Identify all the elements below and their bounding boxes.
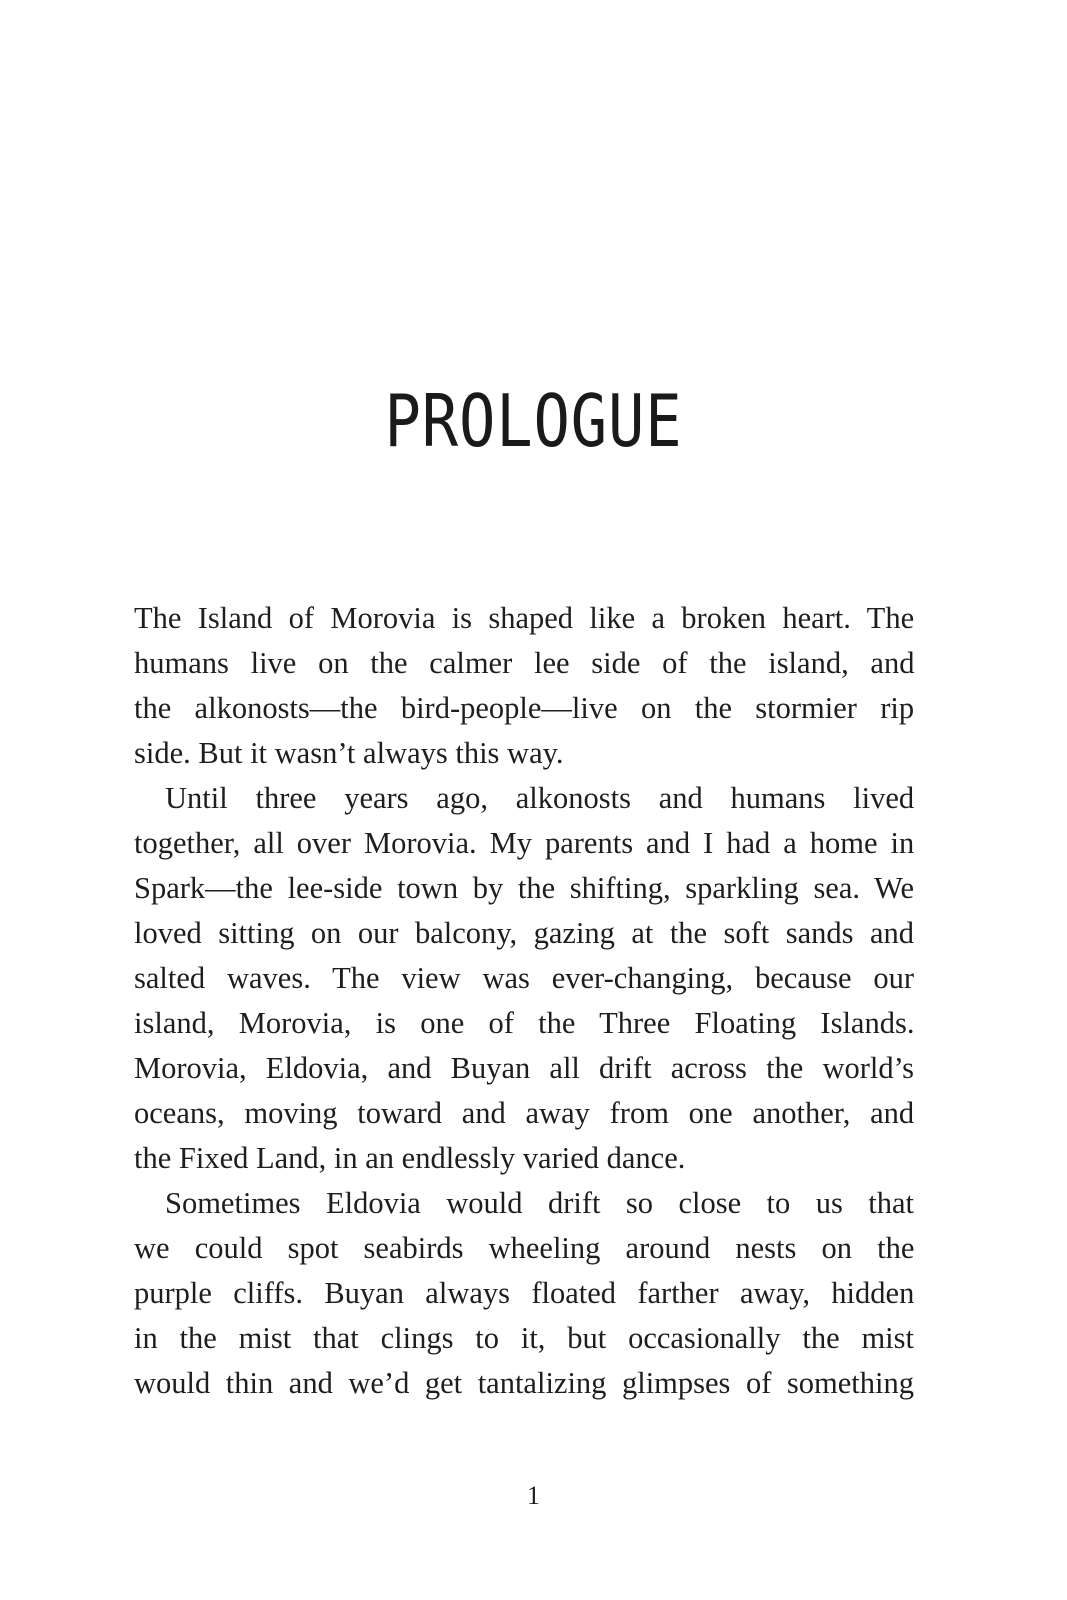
text-line: the alkonosts—the bird-people—live on the stormier rip: [134, 691, 915, 725]
paragraph-1: [134, 596, 914, 776]
text-line: purple cliffs. Buyan always floated farther away, hidden: [134, 1276, 915, 1310]
text-line: Spark—the lee-side town by the shifting, sparkling sea. We: [134, 871, 914, 905]
text-line: island, Morovia, is one of the Three Floating Islands.: [134, 1006, 915, 1040]
text-line: Until three years ago, alkonosts and humans lived: [165, 781, 915, 815]
paragraph-3: [134, 1181, 914, 1406]
chapter-title: PROLOGUE: [384, 379, 683, 463]
text-line: loved sitting on our balcony, gazing at the soft sands and: [134, 916, 914, 950]
text-line: side. But it wasn’t always this way.: [134, 736, 564, 770]
text-line: Sometimes Eldovia would drift so close to us that: [165, 1186, 914, 1220]
text-line: oceans, moving toward and away from one another, and: [134, 1096, 915, 1130]
text-line: Morovia, Eldovia, and Buyan all drift across the world’s: [134, 1051, 914, 1085]
text-line: in the mist that clings to it, but occasionally the mist: [134, 1321, 914, 1355]
paragraph-2: [134, 776, 914, 1181]
text-line: together, all over Morovia. My parents and I had a home in: [134, 826, 915, 860]
text-line: salted waves. The view was ever-changing, because our: [134, 961, 914, 995]
text-line: we could spot seabirds wheeling around nests on the: [134, 1231, 915, 1265]
text-line: the Fixed Land, in an endlessly varied dance.: [134, 1141, 686, 1175]
text-line: humans live on the calmer lee side of the island, and: [134, 646, 915, 680]
page-number: 1: [527, 1481, 540, 1510]
body-text: [134, 596, 914, 1406]
text-line: would thin and we’d get tantalizing glimpses of something: [134, 1366, 914, 1400]
text-line: The Island of Morovia is shaped like a broken heart. The: [134, 601, 915, 635]
